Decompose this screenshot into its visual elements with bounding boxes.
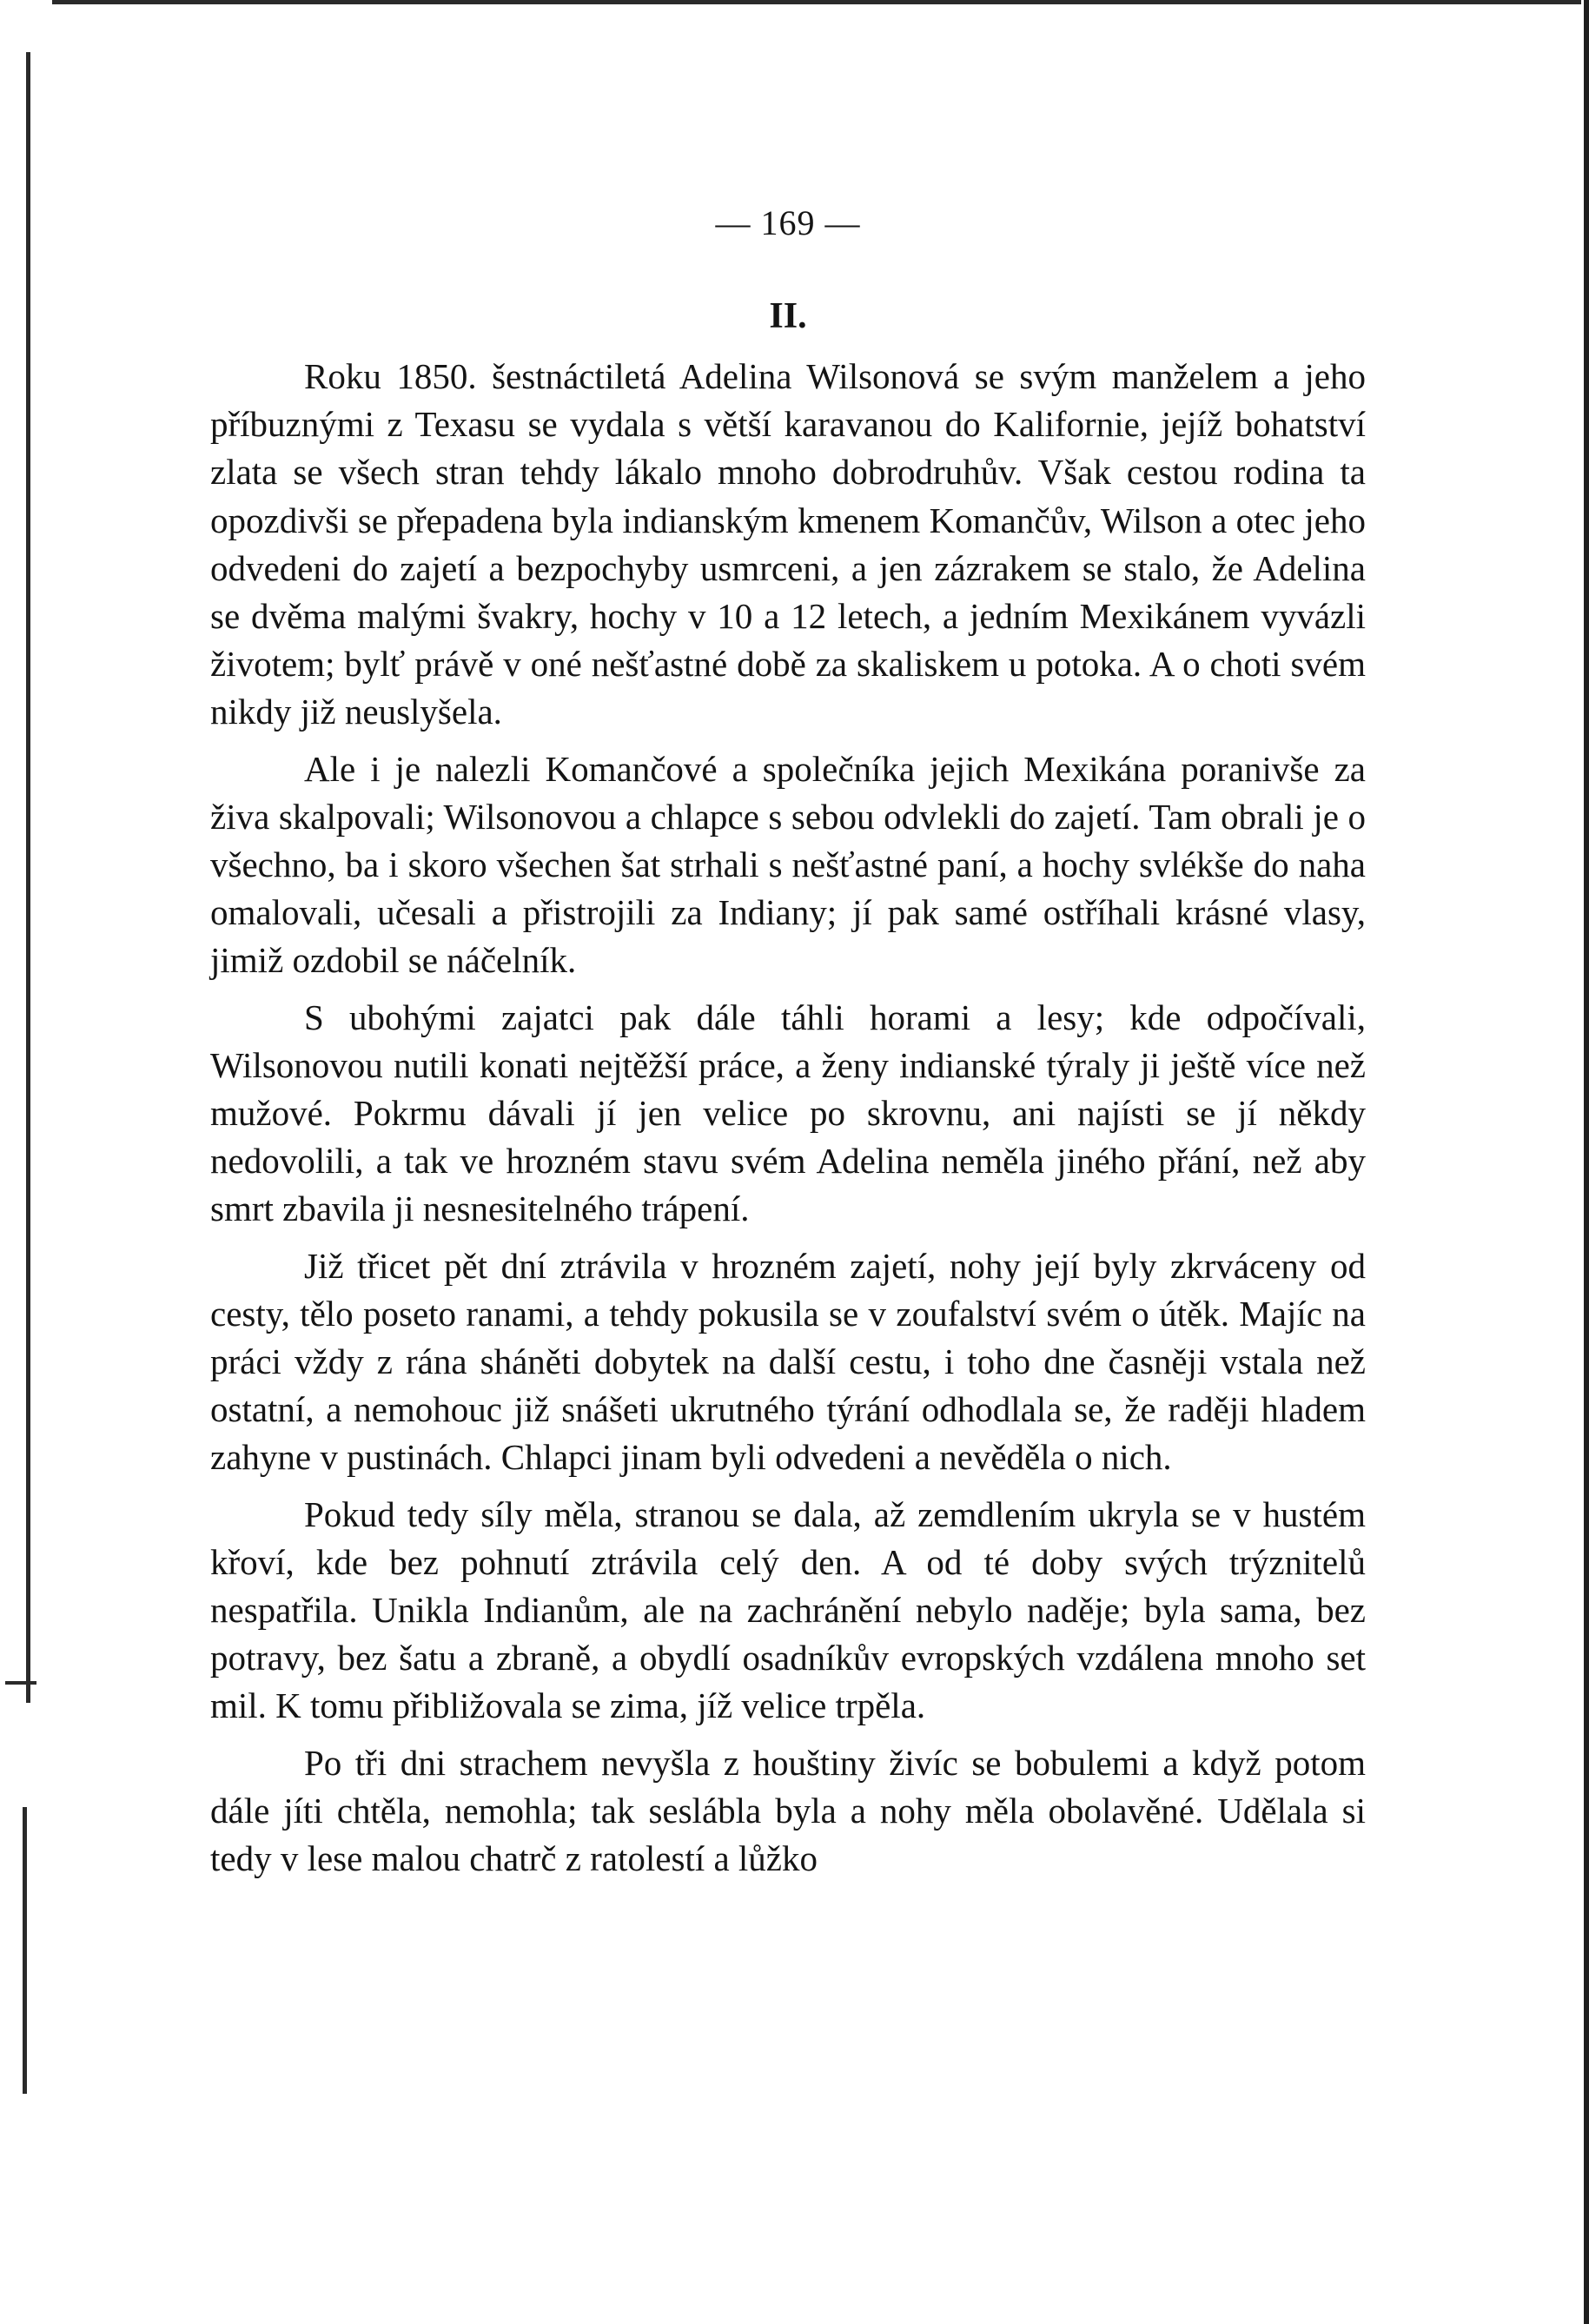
paragraph-3: S ubohými zajatci pak dále táhli horami a lesy; kde odpočívali, Wilsonovou nutili konati nejtěžší práce, a ženy indianské týraly ji ještě více než mužové. Pokrmu dávali jí jen velice po skrovnu, ani najísti se jí někdy nedovolili, a tak ve hrozném stavu svém Adelina neměla jiného přání, než aby smrt zbavila ji nesnesitelného trápení. — [210, 996, 1366, 1229]
scan-edge-mark — [5, 1681, 36, 1685]
scan-edge-left-lower — [23, 1807, 27, 2094]
scan-edge-left — [26, 52, 30, 1703]
book-page — [210, 200, 1366, 1891]
scan-edge-right — [1584, 0, 1589, 2324]
paragraph-5: Pokud tedy síly měla, stranou se dala, až zemdlením ukryla se v hustém křoví, kde bez pohnutí ztrávila celý den. A od té doby svých trýznitelů nespatřila. Unikla Indianům, ale na zachránění nebylo naděje; byla sama, bez potravy, bez šatu a zbraně, a obydlí osadníkův evropských vzdálena mnoho set mil. K tomu přibližovala se zima, jíž velice trpěla. — [210, 1493, 1366, 1726]
paragraph-1: Roku 1850. šestnáctiletá Adelina Wilsonová se svým manželem a jeho příbuznými z Texasu se vydala s větší karavanou do Kalifornie, jejíž bohatství zlata se všech stran tehdy lákalo mnoho dobrodruhův. Však cestou rodina ta opozdivši se přepadena byla indianským kmenem Komančův, Wilson a otec jeho odvedeni do zajetí a bezpochyby usmrceni, a jen zázrakem se stalo, že Adelina se dvěma malými švakry, hochy v 10 a 12 letech, a jedním Mexikánem vyvázli životem; bylť právě v oné nešťastné době za skaliskem u potoka. A o choti svém nikdy již neuslyšela. — [210, 356, 1366, 732]
chapter-heading: II. — [769, 296, 807, 336]
paragraph-4: Již třicet pět dní ztrávila v hrozném zajetí, nohy její byly zkrváceny od cesty, tělo poseto ranami, a tehdy pokusila se v zoufalství svém o útěk. Majíc na práci vždy z rána sháněti dobytek na další cestu, i toho dne časněji vstala než ostatní, a nemohouc již snášeti ukrutného týrání odhodlala se, že raději hladem zahyne v pustinách. Chlapci jinam byli odvedeni a nevěděla o nich. — [210, 1245, 1366, 1478]
page-number: — 169 — — [715, 203, 861, 242]
paragraph-2: Ale i je nalezli Komančové a společníka jejich Mexikána poranivše za živa skalpovali; Wilsonovou a chlapce s sebou odvlekli do zajetí. Tam obrali je o všechno, ba i skoro všechen šat strhali s nešťastné paní, a hochy svlékše do naha omalovali, učesali a přistrojili za Indiany; jí pak samé ostříhali krásné vlasy, jimiž ozdobil se náčelník. — [210, 748, 1366, 981]
paragraph-6: Po tři dni strachem nevyšla z houštiny živíc se bobulemi a když potom dále jíti chtěla, nemohla; tak seslábla byla a nohy měla obolavěné. Udělala si tedy v lese malou chatrč z ratolestí a lůžko — [210, 1742, 1366, 1879]
scan-edge-top — [52, 0, 1581, 4]
